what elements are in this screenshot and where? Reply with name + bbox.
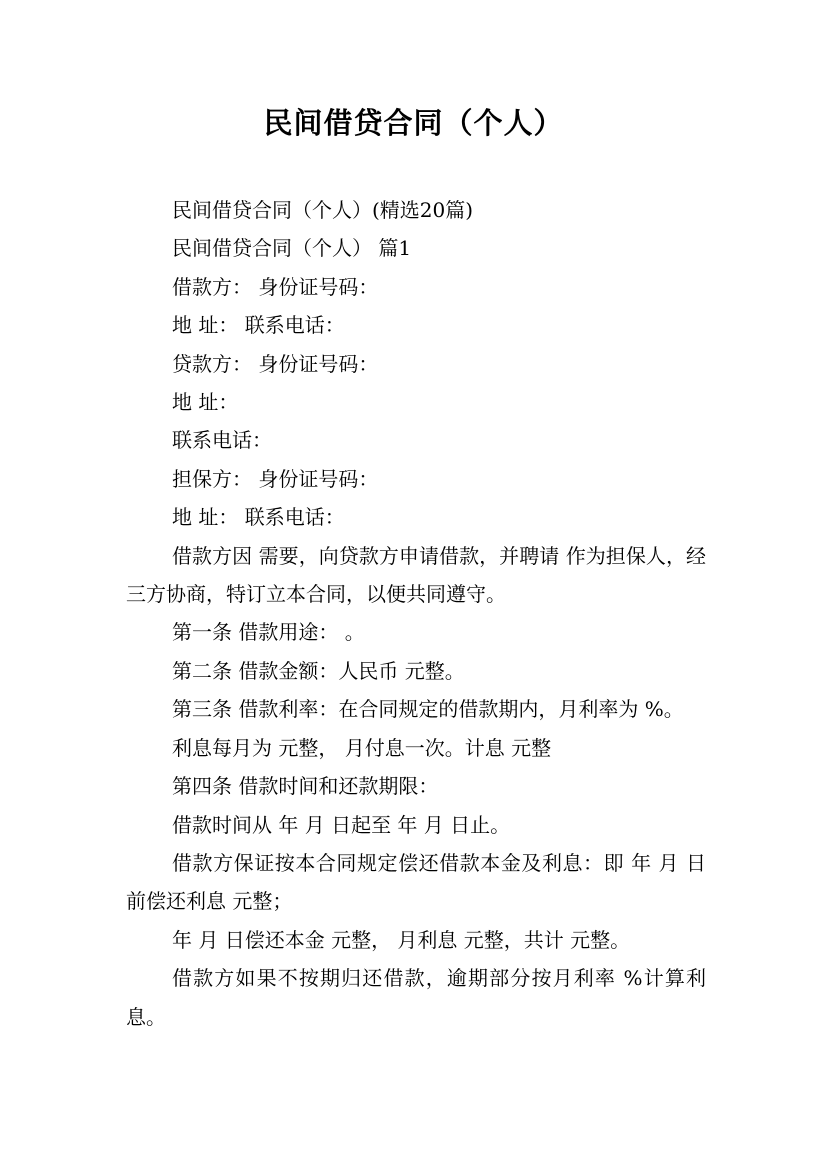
paragraph-repayment-guarantee: 借款方保证按本合同规定偿还借款本金及利息：即 年 月 日前偿还利息 元整； xyxy=(126,850,706,914)
paragraph-guarantor-address: 地 址： 联系电话： xyxy=(172,505,345,530)
paragraph-borrower-address: 地 址： 联系电话： xyxy=(172,313,345,338)
paragraph-section-heading: 民间借贷合同（个人） 篇1 xyxy=(172,236,412,261)
paragraph-collection-title: 民间借贷合同（个人）(精选20篇) xyxy=(172,198,474,222)
paragraph-preamble: 借款方因 需要，向贷款方申请借款，并聘请 作为担保人，经三方协商，特订立本合同，以便共同遵守。 xyxy=(126,543,706,607)
paragraph-lender-phone: 联系电话： xyxy=(172,428,272,453)
paragraph-article-4: 第四条 借款时间和还款期限： xyxy=(172,774,439,799)
paragraph-borrower-id: 借款方： 身份证号码： xyxy=(172,274,379,299)
paragraph-guarantor-id: 担保方： 身份证号码： xyxy=(172,466,379,491)
paragraph-article-1: 第一条 借款用途： 。 xyxy=(172,620,365,645)
document-body xyxy=(126,191,706,1036)
paragraph-principal-repayment: 年 月 日偿还本金 元整， 月利息 元整，共计 元整。 xyxy=(172,927,631,952)
paragraph-loan-period: 借款时间从 年 月 日起至 年 月 日止。 xyxy=(172,812,511,837)
paragraph-article-2: 第二条 借款金额：人民币 元整。 xyxy=(172,658,465,683)
paragraph-overdue-interest: 借款方如果不按期归还借款，逾期部分按月利率 %计算利息。 xyxy=(126,966,706,1029)
paragraph-article-3: 第三条 借款利率：在合同规定的借款期内，月利率为 %。 xyxy=(172,697,684,722)
document-title: 民间借贷合同（个人） xyxy=(263,106,564,140)
paragraph-lender-id: 贷款方： 身份证号码： xyxy=(172,351,379,376)
paragraph-interest: 利息每月为 元整， 月付息一次。计息 元整 xyxy=(172,735,552,760)
paragraph-lender-address: 地 址： xyxy=(172,390,239,415)
